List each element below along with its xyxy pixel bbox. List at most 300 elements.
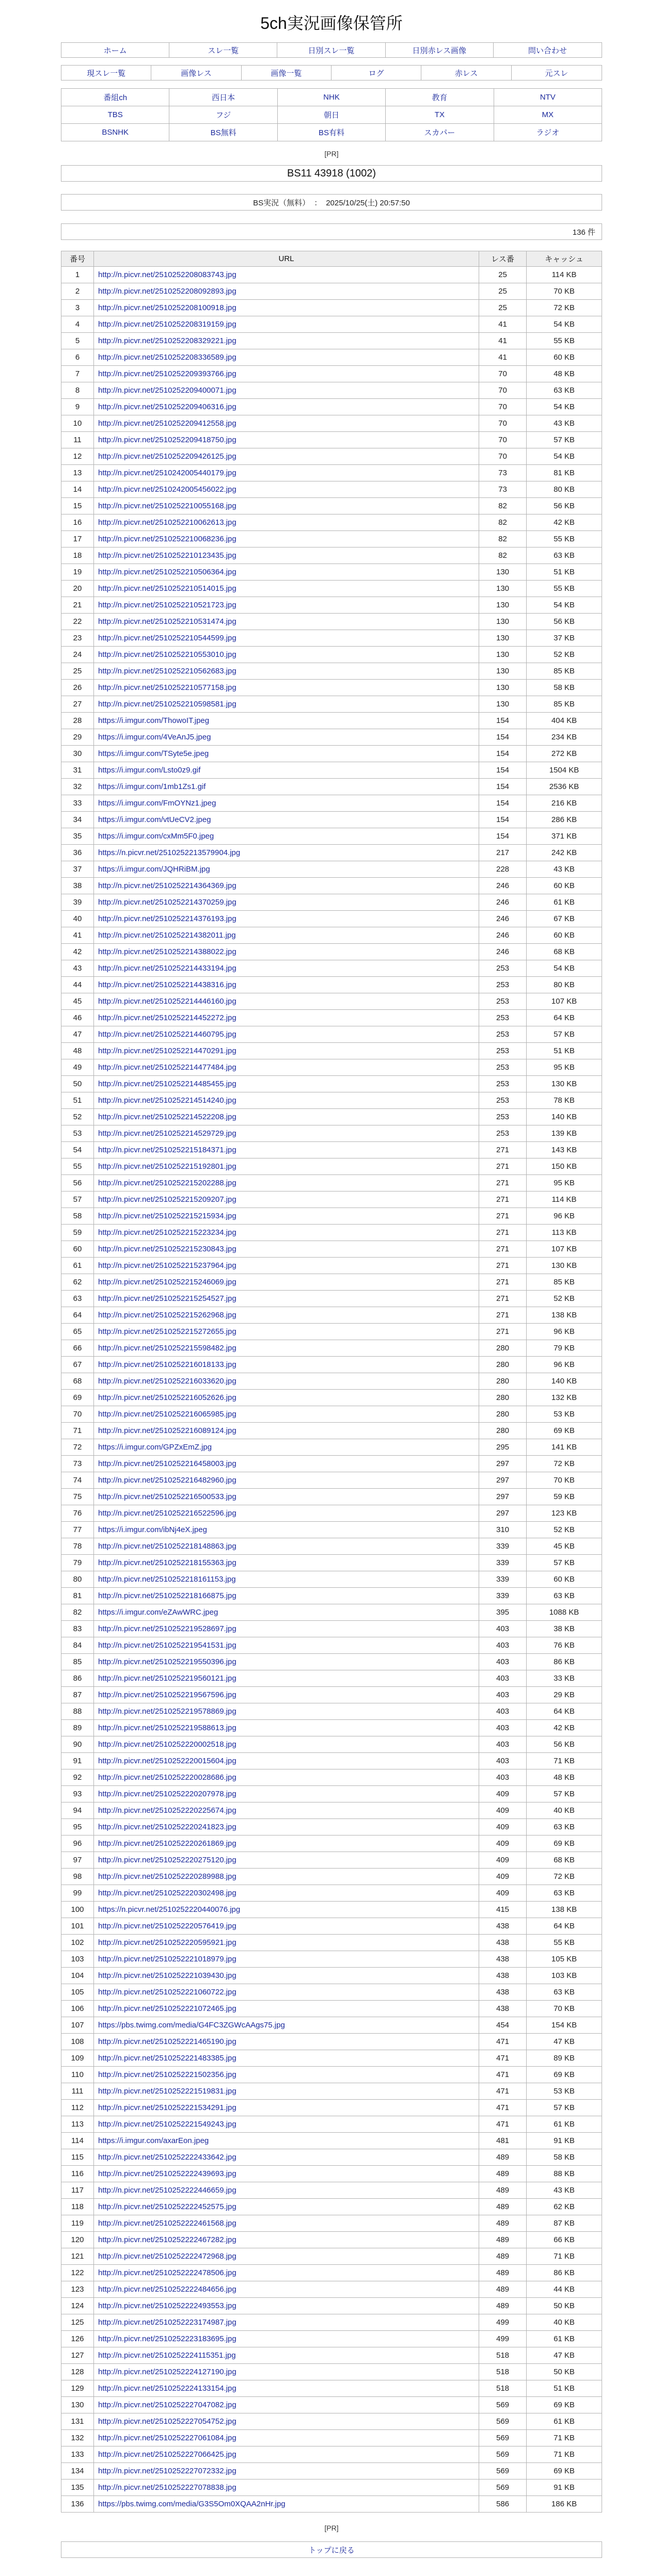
- image-url-link[interactable]: http://n.picvr.net/2510252214370259.jpg: [98, 898, 236, 907]
- table-row: [61, 2100, 602, 2116]
- table-row: [61, 2364, 602, 2380]
- image-url-link[interactable]: http://n.picvr.net/2510252210553010.jpg: [98, 650, 236, 659]
- channel-education-link[interactable]: 教育: [386, 89, 494, 106]
- url-cell: [94, 1109, 479, 1125]
- image-url-link[interactable]: http://n.picvr.net/2510252216522596.jpg: [98, 1509, 236, 1518]
- table-row: [61, 2397, 602, 2413]
- url-cell: [94, 1505, 479, 1522]
- image-url-link[interactable]: http://n.picvr.net/2510252220576419.jpg: [98, 1922, 236, 1930]
- row-number: 83: [61, 1621, 94, 1637]
- image-url-link[interactable]: https://i.imgur.com/TSyte5e.jpeg: [98, 749, 209, 758]
- back-to-top-link[interactable]: トップに戻る: [308, 2546, 355, 2555]
- cache-size: 89 KB: [527, 2050, 602, 2067]
- image-url-link[interactable]: https://i.imgur.com/vtUeCV2.jpeg: [98, 815, 211, 824]
- image-url-link[interactable]: http://n.picvr.net/2510252214388022.jpg: [98, 947, 236, 956]
- image-url-link[interactable]: http://n.picvr.net/2510252216033620.jpg: [98, 1377, 236, 1386]
- image-url-link[interactable]: http://n.picvr.net/2510252222493553.jpg: [98, 2301, 236, 2310]
- row-number: 60: [61, 1241, 94, 1258]
- nav-original-thread-link[interactable]: 元スレ: [545, 69, 569, 78]
- image-url-link[interactable]: http://n.picvr.net/2510252218166875.jpg: [98, 1591, 236, 1600]
- res-number: 586: [479, 2496, 527, 2513]
- image-url-link[interactable]: http://n.picvr.net/2510252219560121.jpg: [98, 1674, 236, 1683]
- res-number: 271: [479, 1324, 527, 1340]
- row-number: 40: [61, 911, 94, 927]
- cache-size: 216 KB: [527, 795, 602, 812]
- image-url-link[interactable]: http://n.picvr.net/2510252220289988.jpg: [98, 1872, 236, 1881]
- image-url-link[interactable]: https://pbs.twimg.com/media/G4FC3ZGWcAAgs75.jpg: [98, 2021, 285, 2030]
- image-url-link[interactable]: http://n.picvr.net/2510252215192801.jpg: [98, 1162, 236, 1171]
- image-url-link[interactable]: http://n.picvr.net/2510252210514015.jpg: [98, 584, 236, 593]
- res-number: 217: [479, 845, 527, 861]
- image-url-link[interactable]: http://n.picvr.net/2510252227078838.jpg: [98, 2483, 236, 2492]
- image-url-link[interactable]: http://n.picvr.net/2510252214470291.jpg: [98, 1046, 236, 1055]
- image-url-link[interactable]: http://n.picvr.net/2510252220225674.jpg: [98, 1806, 236, 1815]
- row-number: 128: [61, 2364, 94, 2380]
- cache-size: 132 KB: [527, 1390, 602, 1406]
- image-url-link[interactable]: http://n.picvr.net/2510252221465190.jpg: [98, 2037, 236, 2046]
- thread-meta: [61, 194, 602, 211]
- image-url-link[interactable]: http://n.picvr.net/2510252220595921.jpg: [98, 1938, 236, 1947]
- image-url-link[interactable]: http://n.picvr.net/2510252208083743.jpg: [98, 270, 236, 279]
- table-row: [61, 1258, 602, 1274]
- row-number: 73: [61, 1456, 94, 1472]
- url-cell: [94, 1769, 479, 1786]
- image-url-link[interactable]: http://n.picvr.net/2510252219541531.jpg: [98, 1641, 236, 1650]
- row-number: 30: [61, 746, 94, 762]
- url-cell: [94, 1241, 479, 1258]
- thread-datetime: 2025/10/25(土) 20:57:50: [326, 198, 410, 207]
- image-url-link[interactable]: http://n.picvr.net/2510252222439693.jpg: [98, 2169, 236, 2178]
- table-row: [61, 2215, 602, 2232]
- image-url-link[interactable]: http://n.picvr.net/2510252214529729.jpg: [98, 1129, 236, 1138]
- image-url-link[interactable]: http://n.picvr.net/2510252214460795.jpg: [98, 1030, 236, 1039]
- image-url-link[interactable]: http://n.picvr.net/2510252218148863.jpg: [98, 1542, 236, 1551]
- nav-image-res-link[interactable]: 画像レス: [151, 66, 241, 80]
- image-url-link[interactable]: http://n.picvr.net/2510252208319159.jpg: [98, 320, 236, 329]
- image-url-link[interactable]: http://n.picvr.net/2510252215237964.jpg: [98, 1261, 236, 1270]
- image-url-link[interactable]: http://n.picvr.net/2510252214438316.jpg: [98, 980, 236, 989]
- image-url-link[interactable]: http://n.picvr.net/2510252221039430.jpg: [98, 1971, 236, 1980]
- channel-ntv-link[interactable]: NTV: [494, 89, 602, 106]
- cache-size: 66 KB: [527, 2232, 602, 2248]
- channel-radio-link[interactable]: ラジオ: [494, 124, 602, 141]
- res-number: 409: [479, 1802, 527, 1819]
- cache-size: 42 KB: [527, 1720, 602, 1736]
- url-cell: [94, 267, 479, 283]
- cache-size: 44 KB: [527, 2281, 602, 2298]
- image-url-link[interactable]: http://n.picvr.net/2510252221502356.jpg: [98, 2070, 236, 2079]
- image-url-link[interactable]: http://n.picvr.net/2510252222478506.jpg: [98, 2268, 236, 2277]
- url-cell: [94, 432, 479, 448]
- image-url-link[interactable]: http://n.picvr.net/2510252220028686.jpg: [98, 1773, 236, 1782]
- cache-size: 71 KB: [527, 2446, 602, 2463]
- row-number: 3: [61, 300, 94, 316]
- res-number: 271: [479, 1158, 527, 1175]
- table-row: [61, 1522, 602, 1538]
- image-url-link[interactable]: http://n.picvr.net/2510252208100918.jpg: [98, 303, 236, 312]
- table-row: [61, 432, 602, 448]
- channel-bsnhk-link[interactable]: BSNHK: [61, 124, 169, 141]
- image-url-link[interactable]: http://n.picvr.net/2510252221549243.jpg: [98, 2120, 236, 2129]
- image-url-link[interactable]: http://n.picvr.net/2510252221060722.jpg: [98, 1988, 236, 1997]
- image-url-link[interactable]: http://n.picvr.net/2510252210577158.jpg: [98, 683, 236, 692]
- image-url-link[interactable]: https://i.imgur.com/4VeAnJ5.jpeg: [98, 733, 211, 742]
- res-number: 403: [479, 1621, 527, 1637]
- image-url-link[interactable]: http://n.picvr.net/2510252221018979.jpg: [98, 1955, 236, 1963]
- cache-size: 139 KB: [527, 1125, 602, 1142]
- image-url-link[interactable]: http://n.picvr.net/2510252223174987.jpg: [98, 2318, 236, 2327]
- image-url-link[interactable]: https://i.imgur.com/ibNj4eX.jpeg: [98, 1525, 207, 1534]
- image-url-link[interactable]: http://n.picvr.net/2510252214364369.jpg: [98, 881, 236, 890]
- header-res-number: レス番: [479, 251, 527, 267]
- image-url-link[interactable]: http://n.picvr.net/2510252221534291.jpg: [98, 2103, 236, 2112]
- url-cell: [94, 300, 479, 316]
- channel-bs-paid-link[interactable]: BS有料: [278, 124, 386, 141]
- image-url-link[interactable]: http://n.picvr.net/2510252215246069.jpg: [98, 1278, 236, 1286]
- table-row: [61, 597, 602, 614]
- url-cell: [94, 2446, 479, 2463]
- image-url-link[interactable]: http://n.picvr.net/2510252221483385.jpg: [98, 2054, 236, 2063]
- row-number: 39: [61, 894, 94, 911]
- url-cell: [94, 1406, 479, 1423]
- res-number: 280: [479, 1373, 527, 1390]
- image-url-link[interactable]: http://n.picvr.net/2510252222467282.jpg: [98, 2235, 236, 2244]
- image-url-link[interactable]: http://n.picvr.net/2510252214485455.jpg: [98, 1080, 236, 1088]
- row-number: 13: [61, 465, 94, 481]
- image-url-link[interactable]: http://n.picvr.net/2510252214376193.jpg: [98, 914, 236, 923]
- table-row: [61, 878, 602, 894]
- image-url-link[interactable]: http://n.picvr.net/2510252220002518.jpg: [98, 1740, 236, 1749]
- res-number: 438: [479, 1968, 527, 1984]
- image-url-link[interactable]: http://n.picvr.net/2510252219588613.jpg: [98, 1724, 236, 1732]
- image-url-link[interactable]: http://n.picvr.net/2510252216500533.jpg: [98, 1492, 236, 1501]
- cache-size: 91 KB: [527, 2480, 602, 2496]
- channel-asahi-link[interactable]: 朝日: [278, 106, 386, 124]
- image-url-link[interactable]: http://n.picvr.net/2510252215262968.jpg: [98, 1311, 236, 1319]
- image-url-link[interactable]: http://n.picvr.net/2510252209400071.jpg: [98, 386, 236, 395]
- table-row: [61, 1538, 602, 1555]
- image-url-link[interactable]: https://i.imgur.com/FmOYNz1.jpeg: [98, 799, 216, 808]
- nav-log-link[interactable]: ログ: [332, 66, 421, 80]
- nav-daily-thread-list-link[interactable]: 日別スレ一覧: [277, 43, 385, 57]
- image-url-link[interactable]: http://n.picvr.net/2510252222484656.jpg: [98, 2285, 236, 2294]
- image-url-link[interactable]: http://n.picvr.net/2510252209406316.jpg: [98, 403, 236, 411]
- image-url-link[interactable]: http://n.picvr.net/2510252215598482.jpg: [98, 1344, 236, 1353]
- image-url-link[interactable]: http://n.picvr.net/2510252216052626.jpg: [98, 1393, 236, 1402]
- url-cell: [94, 1538, 479, 1555]
- cache-size: 96 KB: [527, 1208, 602, 1225]
- image-url-link[interactable]: http://n.picvr.net/2510252227066425.jpg: [98, 2450, 236, 2459]
- image-url-link[interactable]: http://n.picvr.net/2510252227047082.jpg: [98, 2401, 236, 2409]
- cache-size: 79 KB: [527, 1340, 602, 1357]
- image-url-link[interactable]: http://n.picvr.net/2510252215202288.jpg: [98, 1179, 236, 1187]
- image-url-link[interactable]: http://n.picvr.net/2510252215184371.jpg: [98, 1146, 236, 1154]
- row-number: 85: [61, 1654, 94, 1670]
- image-url-link[interactable]: http://n.picvr.net/2510252215272655.jpg: [98, 1327, 236, 1336]
- image-url-link[interactable]: http://n.picvr.net/2510252210598581.jpg: [98, 700, 236, 709]
- image-url-link[interactable]: http://n.picvr.net/2510252223183695.jpg: [98, 2335, 236, 2343]
- image-url-link[interactable]: http://n.picvr.net/2510252220241823.jpg: [98, 1823, 236, 1831]
- res-number: 280: [479, 1357, 527, 1373]
- image-url-link[interactable]: http://n.picvr.net/2510252210062613.jpg: [98, 518, 236, 527]
- channel-tx-link[interactable]: TX: [386, 106, 494, 124]
- image-url-link[interactable]: https://n.picvr.net/2510252213579904.jpg: [98, 848, 241, 857]
- res-number: 154: [479, 762, 527, 779]
- url-cell: [94, 812, 479, 828]
- channel-mx-link[interactable]: MX: [494, 106, 602, 124]
- channel-program-link[interactable]: 番組ch: [61, 89, 169, 106]
- channel-nhk-link[interactable]: NHK: [278, 89, 386, 106]
- image-url-link[interactable]: http://n.picvr.net/2510252227061084.jpg: [98, 2434, 236, 2442]
- res-number: 253: [479, 977, 527, 993]
- nav-home-link[interactable]: ホーム: [61, 43, 169, 57]
- image-url-link[interactable]: http://n.picvr.net/2510252219578869.jpg: [98, 1707, 236, 1716]
- image-url-link[interactable]: http://n.picvr.net/2510252215209207.jpg: [98, 1195, 236, 1204]
- table-row: [61, 2496, 602, 2513]
- image-url-link[interactable]: https://i.imgur.com/eZAwWRC.jpeg: [98, 1608, 218, 1617]
- channel-tbs-link[interactable]: TBS: [61, 106, 169, 124]
- image-url-link[interactable]: http://n.picvr.net/2510252210562683.jpg: [98, 667, 236, 675]
- image-url-link[interactable]: http://n.picvr.net/2510252222433642.jpg: [98, 2153, 236, 2162]
- res-number: 297: [479, 1505, 527, 1522]
- channel-fuji-link[interactable]: フジ: [169, 106, 277, 124]
- image-url-link[interactable]: http://n.picvr.net/2510252221072465.jpg: [98, 2004, 236, 2013]
- cache-size: 80 KB: [527, 977, 602, 993]
- res-number: 489: [479, 2232, 527, 2248]
- url-cell: [94, 1703, 479, 1720]
- image-url-link[interactable]: http://n.picvr.net/2510252218155363.jpg: [98, 1558, 236, 1567]
- row-number: 81: [61, 1588, 94, 1604]
- image-url-link[interactable]: http://n.picvr.net/2510252210531474.jpg: [98, 617, 236, 626]
- image-url-link[interactable]: http://n.picvr.net/2510252220015604.jpg: [98, 1757, 236, 1765]
- image-url-link[interactable]: http://n.picvr.net/2510252214433194.jpg: [98, 964, 236, 973]
- row-number: 100: [61, 1902, 94, 1918]
- channel-west-japan-link[interactable]: 西日本: [169, 89, 277, 106]
- nav-daily-red-res-images-link[interactable]: 日別赤レス画像: [386, 43, 494, 57]
- image-url-link[interactable]: http://n.picvr.net/2510252215223234.jpg: [98, 1228, 236, 1237]
- image-url-link[interactable]: http://n.picvr.net/2510252209412558.jpg: [98, 419, 236, 428]
- image-url-link[interactable]: http://n.picvr.net/2510252215254527.jpg: [98, 1294, 236, 1303]
- url-cell: [94, 1836, 479, 1852]
- res-number: 339: [479, 1571, 527, 1588]
- image-url-link[interactable]: https://i.imgur.com/Lsto0z9.gif: [98, 766, 201, 775]
- image-url-link[interactable]: http://n.picvr.net/2510252220261869.jpg: [98, 1839, 236, 1848]
- image-url-link[interactable]: http://n.picvr.net/2510252208336589.jpg: [98, 353, 236, 362]
- table-row: [61, 1291, 602, 1307]
- table-row: [61, 1885, 602, 1902]
- res-number: 271: [479, 1175, 527, 1192]
- image-url-link[interactable]: http://n.picvr.net/2510252227054752.jpg: [98, 2417, 236, 2426]
- row-number: 129: [61, 2380, 94, 2397]
- image-url-link[interactable]: http://n.picvr.net/2510252210123435.jpg: [98, 551, 236, 560]
- table-row: [61, 300, 602, 316]
- cache-size: 52 KB: [527, 1522, 602, 1538]
- table-row: [61, 2281, 602, 2298]
- cache-size: 95 KB: [527, 1175, 602, 1192]
- image-url-link[interactable]: http://n.picvr.net/2510252209393766.jpg: [98, 369, 236, 378]
- url-cell: [94, 2100, 479, 2116]
- table-row: [61, 1423, 602, 1439]
- cache-size: 70 KB: [527, 2001, 602, 2017]
- url-cell: [94, 1555, 479, 1571]
- image-url-link[interactable]: http://n.picvr.net/2510252224127190.jpg: [98, 2368, 236, 2376]
- image-url-link[interactable]: http://n.picvr.net/2510252209426125.jpg: [98, 452, 236, 461]
- table-row: [61, 2314, 602, 2331]
- table-row: [61, 498, 602, 514]
- table-row: [61, 977, 602, 993]
- nav-red-res-link[interactable]: 赤レス: [421, 66, 511, 80]
- cache-size: 71 KB: [527, 2430, 602, 2446]
- image-url-link[interactable]: http://n.picvr.net/2510252216482960.jpg: [98, 1476, 236, 1485]
- image-url-link[interactable]: http://n.picvr.net/2510252214452272.jpg: [98, 1013, 236, 1022]
- res-number: 271: [479, 1258, 527, 1274]
- image-url-link[interactable]: http://n.picvr.net/2510252216018133.jpg: [98, 1360, 236, 1369]
- res-number: 471: [479, 2100, 527, 2116]
- image-url-link[interactable]: http://n.picvr.net/2510252214382011.jpg: [98, 931, 236, 940]
- table-row: [61, 845, 602, 861]
- table-row: [61, 382, 602, 399]
- image-url-link[interactable]: https://n.picvr.net/2510252220440076.jpg: [98, 1905, 241, 1914]
- url-cell: [94, 1092, 479, 1109]
- table-row: [61, 2430, 602, 2446]
- row-number: 28: [61, 713, 94, 729]
- cache-size: 54 KB: [527, 597, 602, 614]
- image-url-link[interactable]: http://n.picvr.net/2510242005440179.jpg: [98, 469, 236, 477]
- image-url-link[interactable]: http://n.picvr.net/2510252215215934.jpg: [98, 1212, 236, 1220]
- image-url-link[interactable]: http://n.picvr.net/2510252222452575.jpg: [98, 2202, 236, 2211]
- image-url-link[interactable]: http://n.picvr.net/2510252210068236.jpg: [98, 535, 236, 543]
- image-url-link[interactable]: http://n.picvr.net/2510252210544599.jpg: [98, 634, 236, 642]
- image-url-link[interactable]: http://n.picvr.net/2510252210506364.jpg: [98, 568, 236, 576]
- url-cell: [94, 2116, 479, 2133]
- cache-size: 55 KB: [527, 1935, 602, 1951]
- cache-size: 78 KB: [527, 1092, 602, 1109]
- res-number: 297: [479, 1472, 527, 1489]
- url-cell: [94, 1192, 479, 1208]
- cache-size: 130 KB: [527, 1076, 602, 1092]
- image-url-link[interactable]: http://n.picvr.net/2510252216458003.jpg: [98, 1459, 236, 1468]
- image-url-link[interactable]: http://n.picvr.net/2510252224133154.jpg: [98, 2384, 236, 2393]
- image-url-link[interactable]: https://i.imgur.com/GPZxEmZ.jpg: [98, 1443, 212, 1452]
- table-row: [61, 514, 602, 531]
- image-url-link[interactable]: https://pbs.twimg.com/media/G3S5Om0XQAA2nHr.jpg: [98, 2500, 286, 2508]
- row-number: 90: [61, 1736, 94, 1753]
- table-row: [61, 2380, 602, 2397]
- row-number: 38: [61, 878, 94, 894]
- res-number: 409: [479, 1836, 527, 1852]
- row-number: 64: [61, 1307, 94, 1324]
- image-url-link[interactable]: https://i.imgur.com/cxMm5F0.jpeg: [98, 832, 214, 841]
- image-url-link[interactable]: http://n.picvr.net/2510252209418750.jpg: [98, 436, 236, 444]
- image-url-link[interactable]: http://n.picvr.net/2510252219567596.jpg: [98, 1691, 236, 1699]
- image-url-link[interactable]: http://n.picvr.net/2510252208092893.jpg: [98, 287, 236, 296]
- image-url-link[interactable]: http://n.picvr.net/2510252220275120.jpg: [98, 1856, 236, 1864]
- image-url-link[interactable]: http://n.picvr.net/2510252208329221.jpg: [98, 336, 236, 345]
- row-number: 33: [61, 795, 94, 812]
- image-url-link[interactable]: https://i.imgur.com/JQHRiBM.jpg: [98, 865, 210, 874]
- cache-size: 80 KB: [527, 481, 602, 498]
- row-number: 19: [61, 564, 94, 581]
- row-number: 101: [61, 1918, 94, 1935]
- row-number: 135: [61, 2480, 94, 2496]
- res-number: 280: [479, 1390, 527, 1406]
- table-row: [61, 1175, 602, 1192]
- url-cell: [94, 2397, 479, 2413]
- row-number: 113: [61, 2116, 94, 2133]
- res-number: 253: [479, 1092, 527, 1109]
- image-url-link[interactable]: http://n.picvr.net/2510252210055168.jpg: [98, 502, 236, 510]
- cache-size: 50 KB: [527, 2364, 602, 2380]
- image-url-link[interactable]: http://n.picvr.net/2510252221519831.jpg: [98, 2087, 236, 2096]
- table-row: [61, 729, 602, 746]
- nav-thread-list-link[interactable]: スレ一覧: [169, 43, 277, 57]
- row-number: 110: [61, 2067, 94, 2083]
- image-url-link[interactable]: http://n.picvr.net/2510252222446659.jpg: [98, 2186, 236, 2195]
- nav-contact-link[interactable]: 問い合わせ: [528, 46, 567, 55]
- row-number: 10: [61, 415, 94, 432]
- image-url-link[interactable]: http://n.picvr.net/2510252214514240.jpg: [98, 1096, 236, 1105]
- image-url-link[interactable]: http://n.picvr.net/2510252224115351.jpg: [98, 2351, 236, 2360]
- cache-size: 43 KB: [527, 861, 602, 878]
- nav-current-threads-link[interactable]: 現スレ一覧: [61, 66, 151, 80]
- image-url-link[interactable]: http://n.picvr.net/2510252220302498.jpg: [98, 1889, 236, 1897]
- res-number: 154: [479, 795, 527, 812]
- res-number: 403: [479, 1769, 527, 1786]
- image-url-link[interactable]: http://n.picvr.net/2510252214446160.jpg: [98, 997, 236, 1006]
- image-url-link[interactable]: http://n.picvr.net/2510252214477484.jpg: [98, 1063, 236, 1072]
- table-row: [61, 267, 602, 283]
- image-url-link[interactable]: http://n.picvr.net/2510252214522208.jpg: [98, 1113, 236, 1121]
- image-table-body: [61, 267, 602, 2513]
- image-url-link[interactable]: https://i.imgur.com/axarEon.jpeg: [98, 2136, 209, 2145]
- nav-image-list-link[interactable]: 画像一覧: [242, 66, 332, 80]
- res-number: 154: [479, 828, 527, 845]
- image-url-link[interactable]: https://i.imgur.com/ThowoIT.jpeg: [98, 716, 210, 725]
- table-row: [61, 1340, 602, 1357]
- image-url-link[interactable]: http://n.picvr.net/2510252215230843.jpg: [98, 1245, 236, 1253]
- image-url-link[interactable]: http://n.picvr.net/2510252216089124.jpg: [98, 1426, 236, 1435]
- res-number: 518: [479, 2347, 527, 2364]
- image-url-link[interactable]: http://n.picvr.net/2510252220207978.jpg: [98, 1790, 236, 1798]
- url-cell: [94, 2001, 479, 2017]
- row-number: 7: [61, 366, 94, 382]
- image-url-link[interactable]: http://n.picvr.net/2510252222472968.jpg: [98, 2252, 236, 2261]
- url-cell: [94, 349, 479, 366]
- image-url-link[interactable]: https://i.imgur.com/1mb1Zs1.gif: [98, 782, 206, 791]
- res-number: 280: [479, 1423, 527, 1439]
- row-number: 108: [61, 2034, 94, 2050]
- cache-size: 71 KB: [527, 1753, 602, 1769]
- image-url-link[interactable]: http://n.picvr.net/2510252227072332.jpg: [98, 2467, 236, 2475]
- url-cell: [94, 2034, 479, 2050]
- url-cell: [94, 1373, 479, 1390]
- image-url-link[interactable]: http://n.picvr.net/2510252218161153.jpg: [98, 1575, 236, 1584]
- cache-size: 138 KB: [527, 1307, 602, 1324]
- url-cell: [94, 1010, 479, 1026]
- cache-size: 114 KB: [527, 267, 602, 283]
- channel-skyperfect-link[interactable]: スカパー: [386, 124, 494, 141]
- image-url-link[interactable]: http://n.picvr.net/2510242005456022.jpg: [98, 485, 236, 494]
- channel-bs-free-link[interactable]: BS無料: [169, 124, 277, 141]
- image-url-link[interactable]: http://n.picvr.net/2510252219550396.jpg: [98, 1657, 236, 1666]
- image-url-link[interactable]: http://n.picvr.net/2510252216065985.jpg: [98, 1410, 236, 1419]
- url-cell: [94, 2380, 479, 2397]
- res-number: 82: [479, 548, 527, 564]
- row-number: 53: [61, 1125, 94, 1142]
- image-url-link[interactable]: http://n.picvr.net/2510252210521723.jpg: [98, 601, 236, 609]
- image-url-link[interactable]: http://n.picvr.net/2510252219528697.jpg: [98, 1624, 236, 1633]
- image-url-link[interactable]: http://n.picvr.net/2510252222461568.jpg: [98, 2219, 236, 2228]
